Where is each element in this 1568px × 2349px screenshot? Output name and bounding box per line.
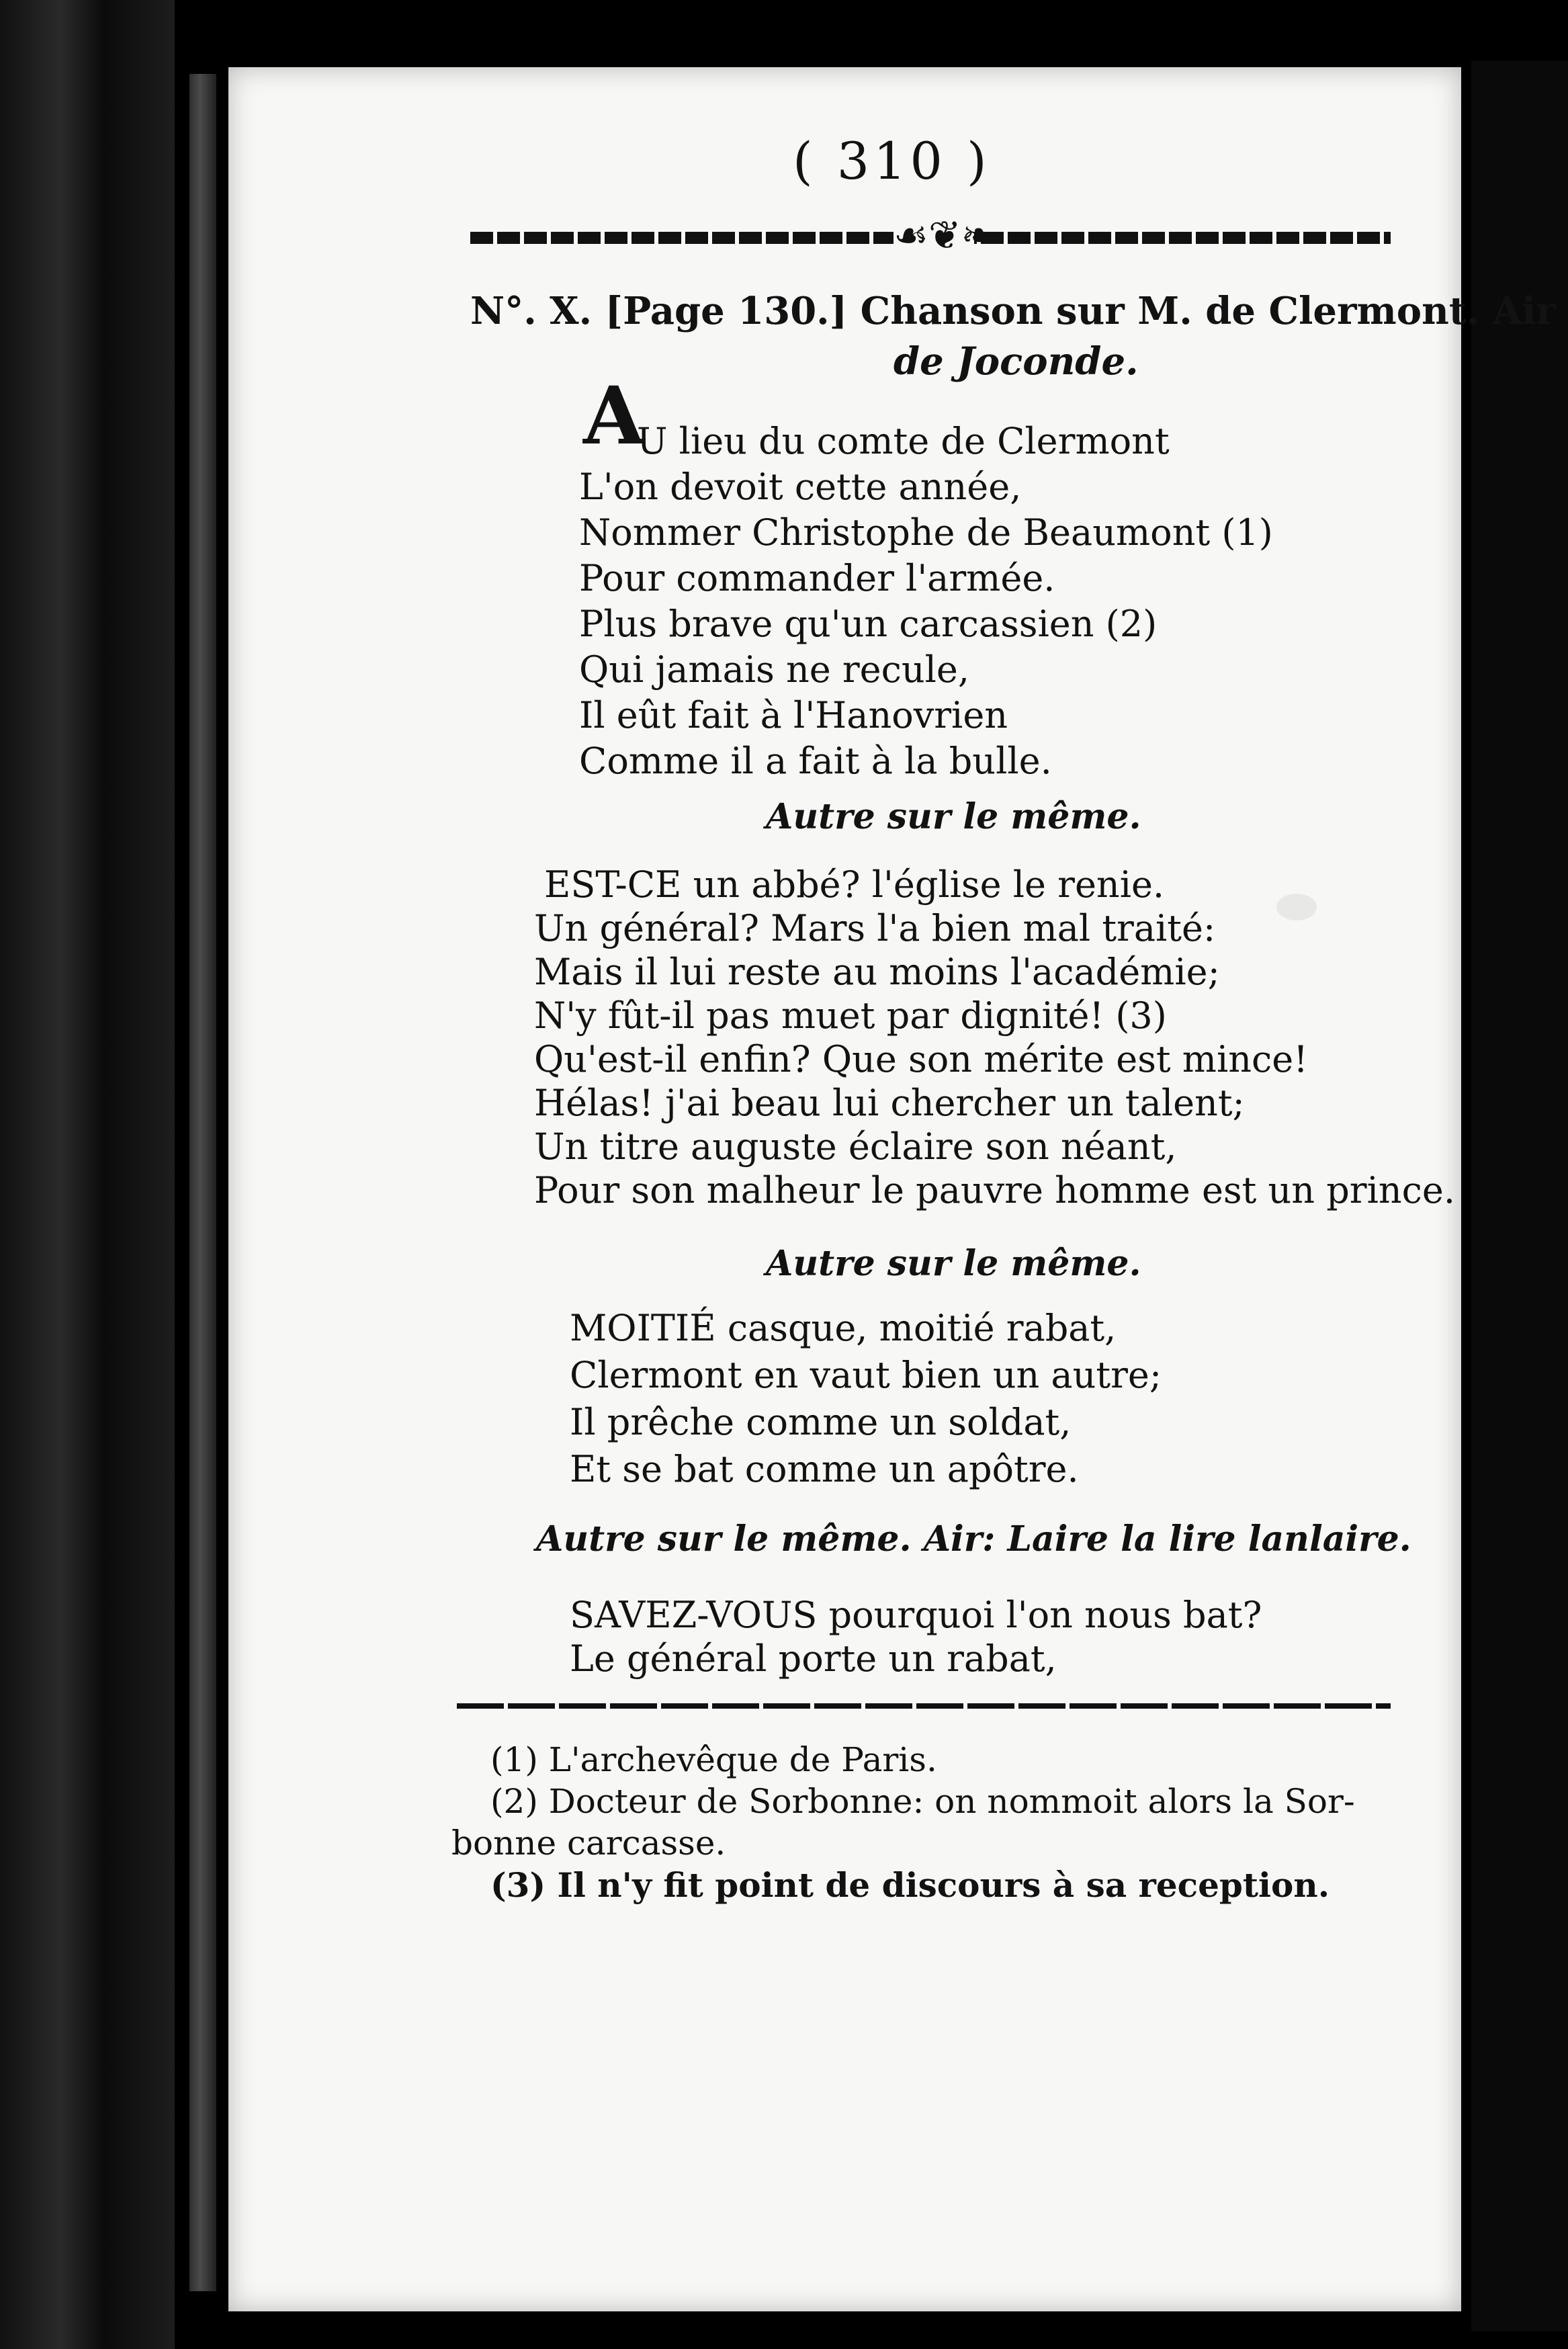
verse-line: Il eût fait à l'Hanovrien: [579, 694, 1008, 736]
microfilm-border: [0, 0, 175, 2349]
verse-line: Comme il a fait à la bulle.: [579, 740, 1052, 782]
song-title: Autre sur le même. Air: Laire la lire lanlaire.: [536, 1519, 1411, 1560]
footnote: (3) Il n'y fit point de discours à sa reception.: [490, 1865, 1330, 1905]
verse-line: Plus brave qu'un carcassien (2): [579, 603, 1158, 645]
verse-line: Il prêche comme un soldat,: [570, 1401, 1072, 1443]
drop-cap: A: [583, 369, 645, 462]
footnote: (1) L'archevêque de Paris.: [490, 1740, 937, 1779]
verse-line: Clermont en vaut bien un autre;: [570, 1354, 1162, 1396]
verse-line: Pour son malheur le pauvre homme est un prince.: [534, 1169, 1455, 1211]
verse-line: SAVEZ-VOUS pourquoi l'on nous bat?: [570, 1594, 1262, 1636]
book-spine: [189, 74, 216, 2291]
verse-line: N'y fût-il pas muet par dignité! (3): [534, 994, 1167, 1037]
verse-line: Et se bat comme un apôtre.: [570, 1448, 1079, 1490]
song-title: Autre sur le même.: [766, 796, 1141, 837]
page-number: ( 310 ): [793, 131, 991, 191]
verse-line: L'on devoit cette année,: [579, 466, 1022, 508]
footnote: (2) Docteur de Sorbonne: on nommoit alors la Sor-: [490, 1782, 1355, 1821]
microfilm-border-right: [1471, 60, 1568, 2332]
verse-line: Hélas! j'ai beau lui chercher un talent;: [534, 1082, 1245, 1124]
verse-line: Un titre auguste éclaire son néant,: [534, 1125, 1177, 1168]
verse-line: Qu'est-il enfin? Que son mérite est mince!: [534, 1038, 1308, 1080]
verse-line: Mais il lui reste au moins l'académie;: [534, 951, 1220, 993]
verse-line: Nommer Christophe de Beaumont (1): [579, 511, 1273, 554]
page-stain: [1276, 894, 1317, 921]
verse-line: EST-CE un abbé? l'église le renie.: [544, 863, 1165, 906]
verse-line: Pour commander l'armée.: [579, 557, 1055, 599]
verse-line: Un général? Mars l'a bien mal traité:: [534, 907, 1216, 949]
song-title: Autre sur le même.: [766, 1243, 1141, 1284]
footnote-continued: bonne carcasse.: [451, 1824, 726, 1863]
note-heading-continued: de Joconde.: [894, 339, 1139, 384]
footnote-rule: [457, 1703, 1391, 1709]
verse-line: Qui jamais ne recule,: [579, 648, 970, 691]
verse-line: U lieu du comte de Clermont: [637, 420, 1170, 462]
verse-line: MOITIÉ casque, moitié rabat,: [570, 1307, 1117, 1349]
note-heading: N°. X. [Page 130.] Chanson sur M. de Clermont. Air: [470, 289, 1556, 333]
verse-line: Le général porte un rabat,: [570, 1637, 1057, 1680]
fleuron-ornament: ☙❦❧: [894, 212, 994, 258]
